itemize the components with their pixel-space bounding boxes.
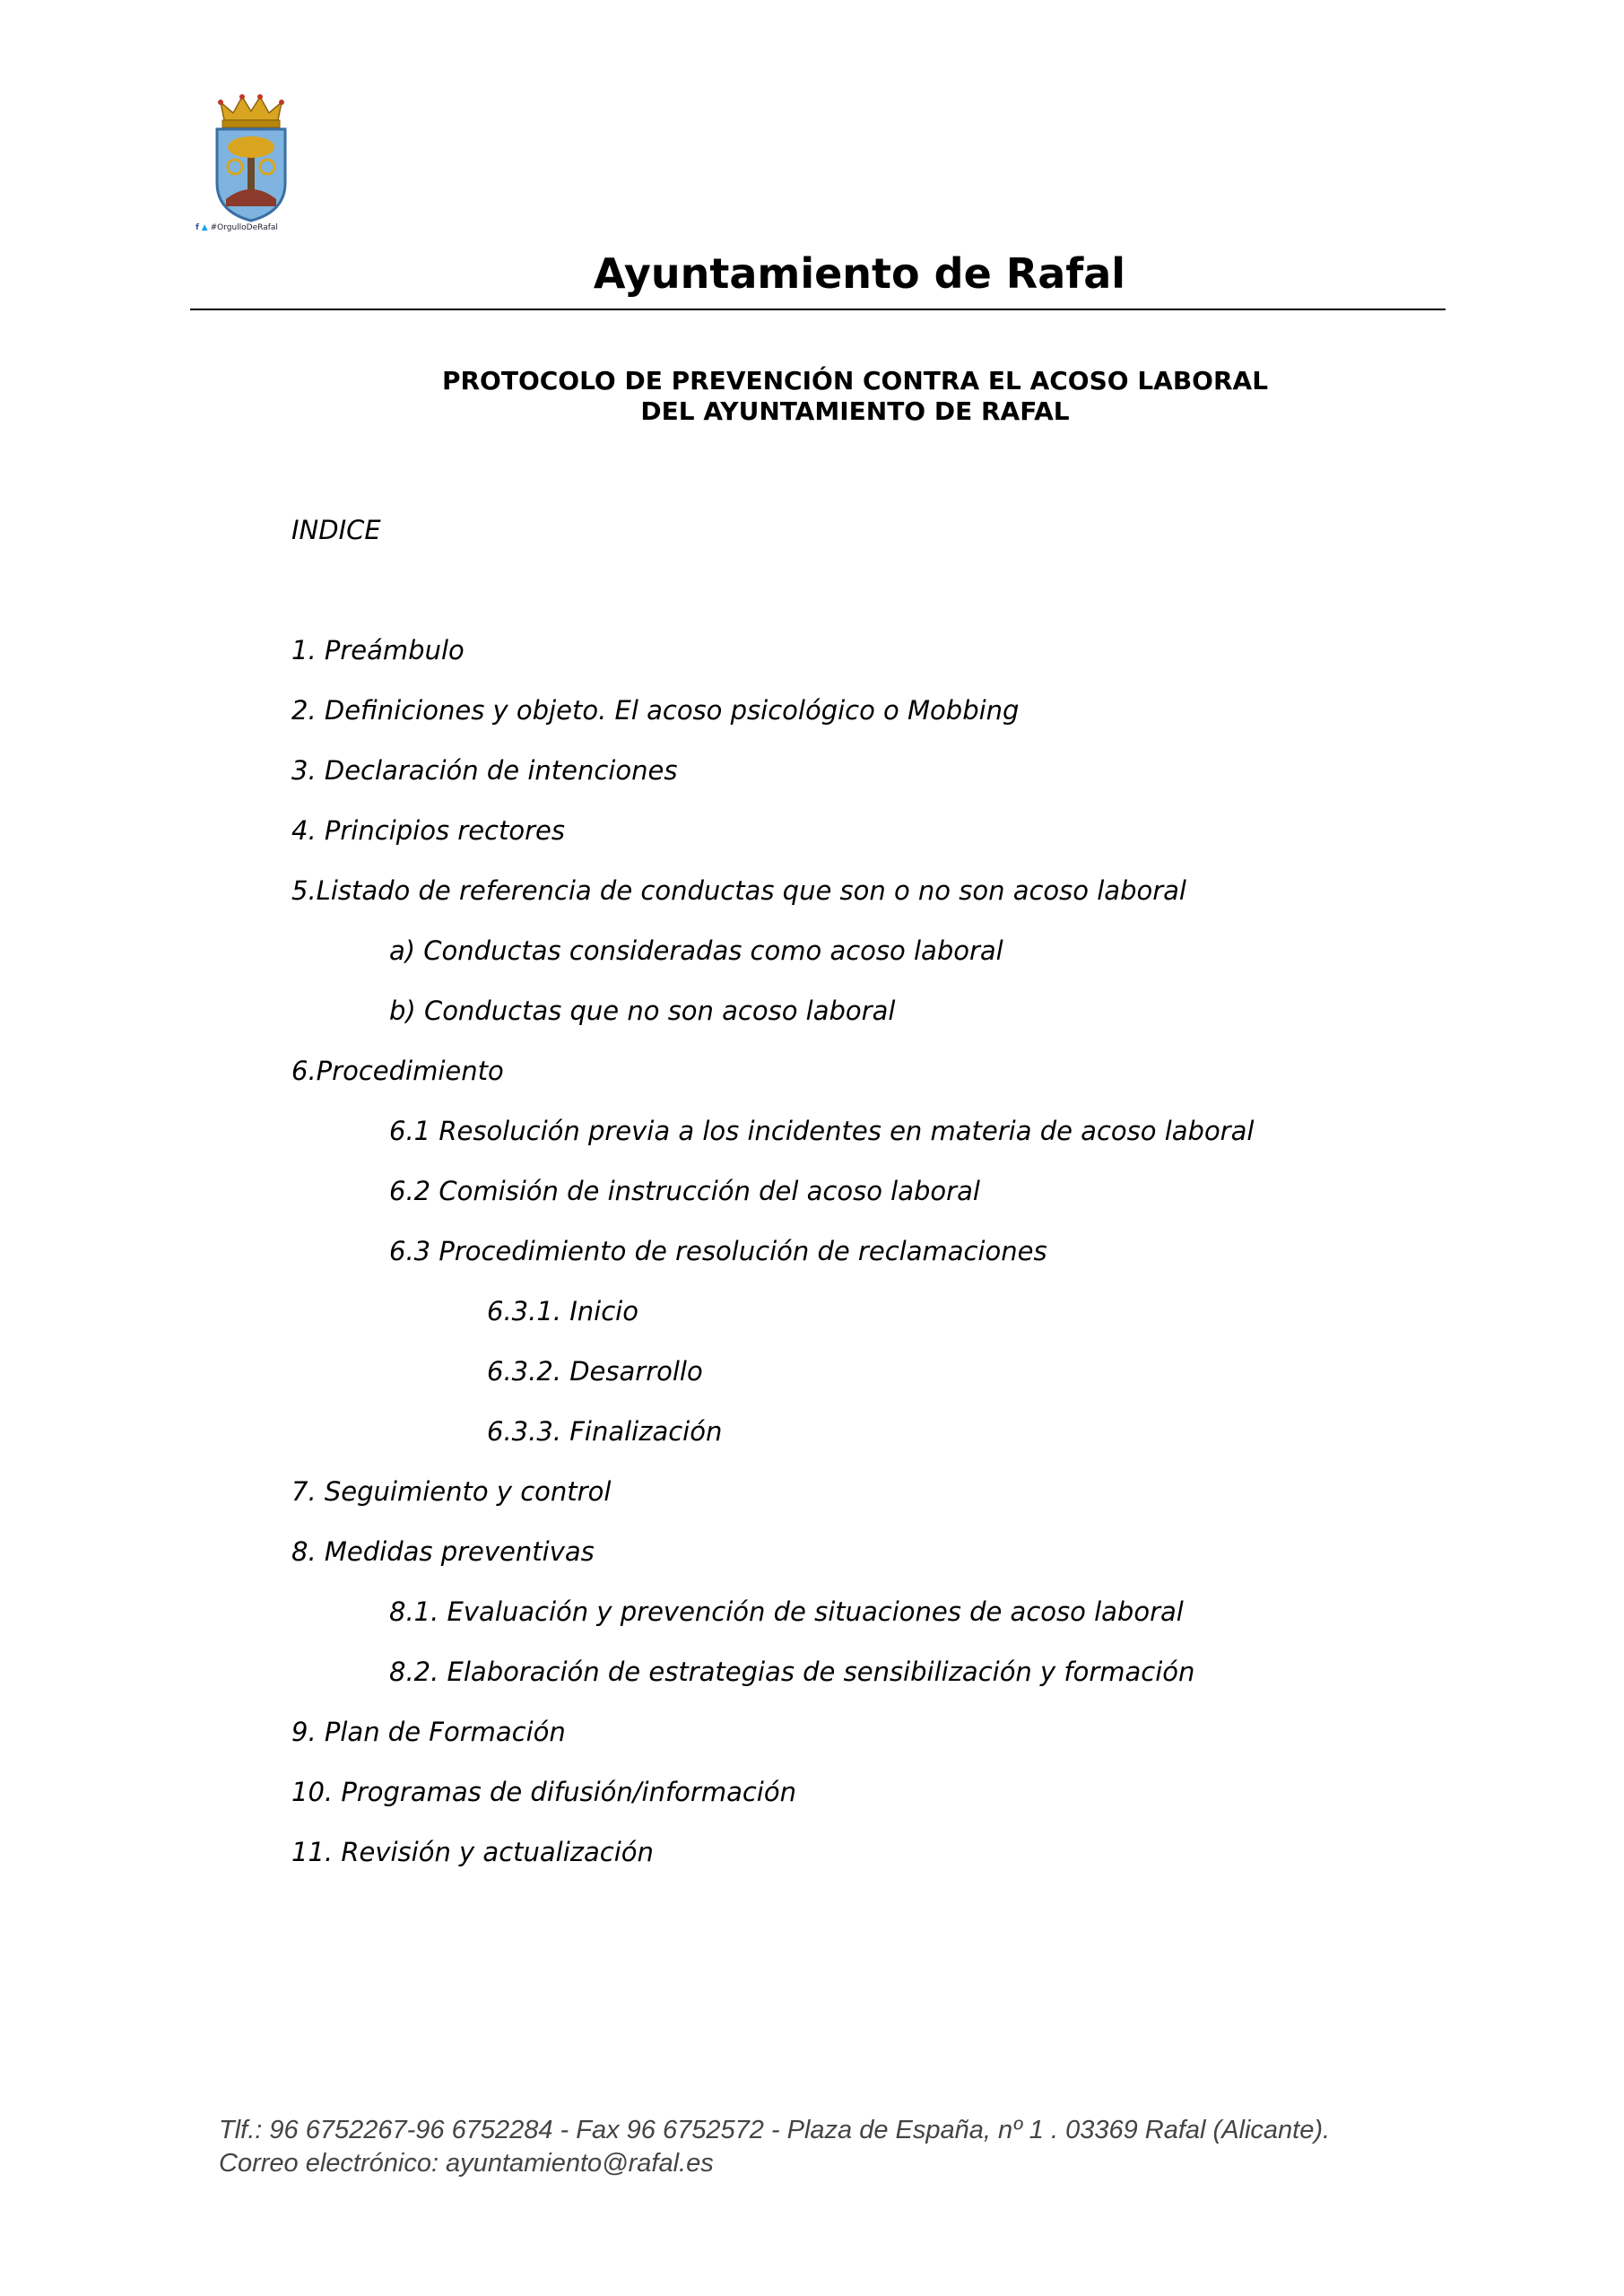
rafal-coat-of-arms-logo (195, 93, 308, 237)
facebook-icon: f (195, 223, 199, 232)
document-title-line-1: PROTOCOLO DE PREVENCIÓN CONTRA EL ACOSO LABORAL (441, 366, 1269, 396)
toc-item: 10. Programas de difusión/información (291, 1777, 796, 1807)
twitter-icon: ▲ (201, 223, 208, 232)
organization-title (0, 249, 1624, 298)
footer-address-line: Tlf.: 96 6752267-96 6752284 - Fax 96 6752572 - Plaza de España, nº 1 . 03369 Rafal (Alicante). (219, 2116, 1331, 2144)
hashtag-text: #OrgulloDeRafal (210, 223, 278, 232)
toc-item: 5.Listado de referencia de conductas que son o no son acoso laboral (291, 875, 1186, 906)
document-title-line-2: DEL AYUNTAMIENTO DE RAFAL (640, 396, 1070, 426)
toc-item: 6.Procedimiento (291, 1056, 504, 1086)
toc-subsubitem: 6.3.2. Desarrollo (487, 1356, 703, 1387)
footer-email-line: Correo electrónico: ayuntamiento@rafal.es (219, 2149, 714, 2178)
organization-title-text: Ayuntamiento de Rafal (593, 249, 1126, 298)
toc-subitem: 6.3 Procedimiento de resolución de reclamaciones (389, 1236, 1047, 1266)
toc-item: 9. Plan de Formación (291, 1717, 566, 1747)
document-title (0, 366, 1624, 427)
toc-subitem: 8.2. Elaboración de estrategias de sensibilización y formación (389, 1657, 1195, 1687)
toc-item: 2. Definiciones y objeto. El acoso psicológico o Mobbing (291, 695, 1020, 726)
toc-subitem: 6.1 Resolución previa a los incidentes en materia de acoso laboral (389, 1116, 1255, 1146)
rafal-coat-of-arms-icon (195, 93, 308, 223)
index-heading: INDICE (291, 515, 381, 545)
toc-item: 4. Principios rectores (291, 815, 565, 846)
toc-subitem: 6.2 Comisión de instrucción del acoso laboral (389, 1176, 980, 1206)
toc-subitem: 8.1. Evaluación y prevención de situaciones de acoso laboral (389, 1596, 1184, 1627)
logo-tagline (195, 223, 278, 232)
toc-subsubitem: 6.3.3. Finalización (487, 1416, 723, 1447)
toc-item: 1. Preámbulo (291, 635, 465, 665)
footer-contact (219, 2114, 1330, 2180)
toc-item: 3. Declaración de intenciones (291, 755, 678, 786)
toc-item: 8. Medidas preventivas (291, 1536, 595, 1567)
toc-subitem: a) Conductas consideradas como acoso laboral (389, 935, 1003, 966)
toc-subsubitem: 6.3.1. Inicio (487, 1296, 638, 1326)
header-divider (190, 309, 1446, 310)
table-of-contents (291, 633, 1254, 1895)
toc-subitem: b) Conductas que no son acoso laboral (389, 996, 896, 1026)
toc-item: 11. Revisión y actualización (291, 1837, 654, 1867)
toc-item: 7. Seguimiento y control (291, 1476, 612, 1507)
